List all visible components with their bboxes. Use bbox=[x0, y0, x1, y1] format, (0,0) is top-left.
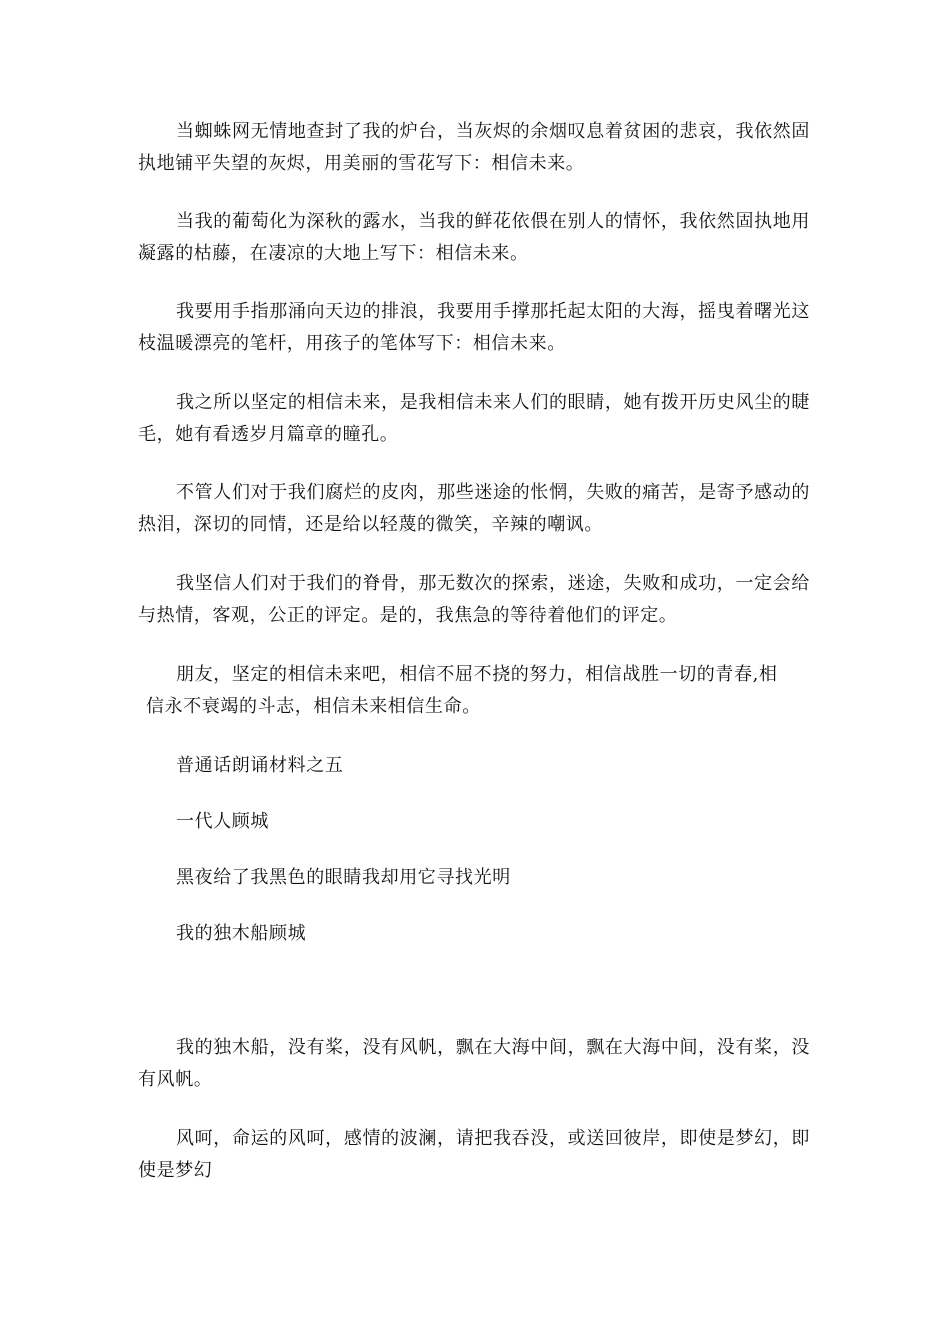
poem-2-title: 我的独木船顾城 bbox=[176, 923, 307, 944]
paragraph-2: 当我的葡萄化为深秋的露水，当我的鲜花依偎在别人的情怀，我依然固执地用凝露的枯藤，在凄凉的大地上写下：相信未来。 bbox=[138, 211, 810, 264]
poem-1-line: 黑夜给了我黑色的眼睛我却用它寻找光明 bbox=[176, 867, 511, 888]
poem-2-paragraph-2: 风呵，命运的风呵，感情的波澜，请把我吞没，或送回彼岸，即使是梦幻，即使是梦幻 bbox=[138, 1128, 810, 1181]
paragraph-7-line-1: 朋友，坚定的相信未来吧，相信不屈不挠的努力，相信战胜一切的青春,相 bbox=[176, 664, 778, 685]
paragraph-5: 不管人们对于我们腐烂的皮肉，那些迷途的怅惘，失败的痛苦，是寄予感动的热泪，深切的同情，还是给以轻蔑的微笑，辛辣的嘲讽。 bbox=[138, 482, 810, 535]
poem-1-title: 一代人顾城 bbox=[176, 811, 269, 832]
paragraph-6: 我坚信人们对于我们的脊骨，那无数次的探索，迷途，失败和成功，一定会给与热情，客观，公正的评定。是的，我焦急的等待着他们的评定。 bbox=[138, 573, 810, 626]
poem-2-paragraph-1: 我的独木船，没有桨，没有风帆，飘在大海中间，飘在大海中间，没有桨，没有风帆。 bbox=[138, 1037, 810, 1090]
paragraph-4: 我之所以坚定的相信未来，是我相信未来人们的眼睛，她有拨开历史风尘的睫毛，她有看透岁月篇章的瞳孔。 bbox=[138, 392, 810, 445]
paragraph-7-line-2: 信永不衰竭的斗志，相信未来相信生命。 bbox=[146, 696, 481, 717]
paragraph-3: 我要用手指那涌向天边的排浪，我要用手撑那托起太阳的大海，摇曳着曙光这枝温暖漂亮的笔杆，用孩子的笔体写下：相信未来。 bbox=[138, 301, 810, 354]
paragraph-1: 当蜘蛛网无情地查封了我的炉台，当灰烬的余烟叹息着贫困的悲哀，我依然固执地铺平失望的灰烬，用美丽的雪花写下：相信未来。 bbox=[138, 121, 810, 174]
material-heading: 普通话朗诵材料之五 bbox=[176, 755, 344, 776]
paragraph-7 bbox=[138, 659, 810, 723]
